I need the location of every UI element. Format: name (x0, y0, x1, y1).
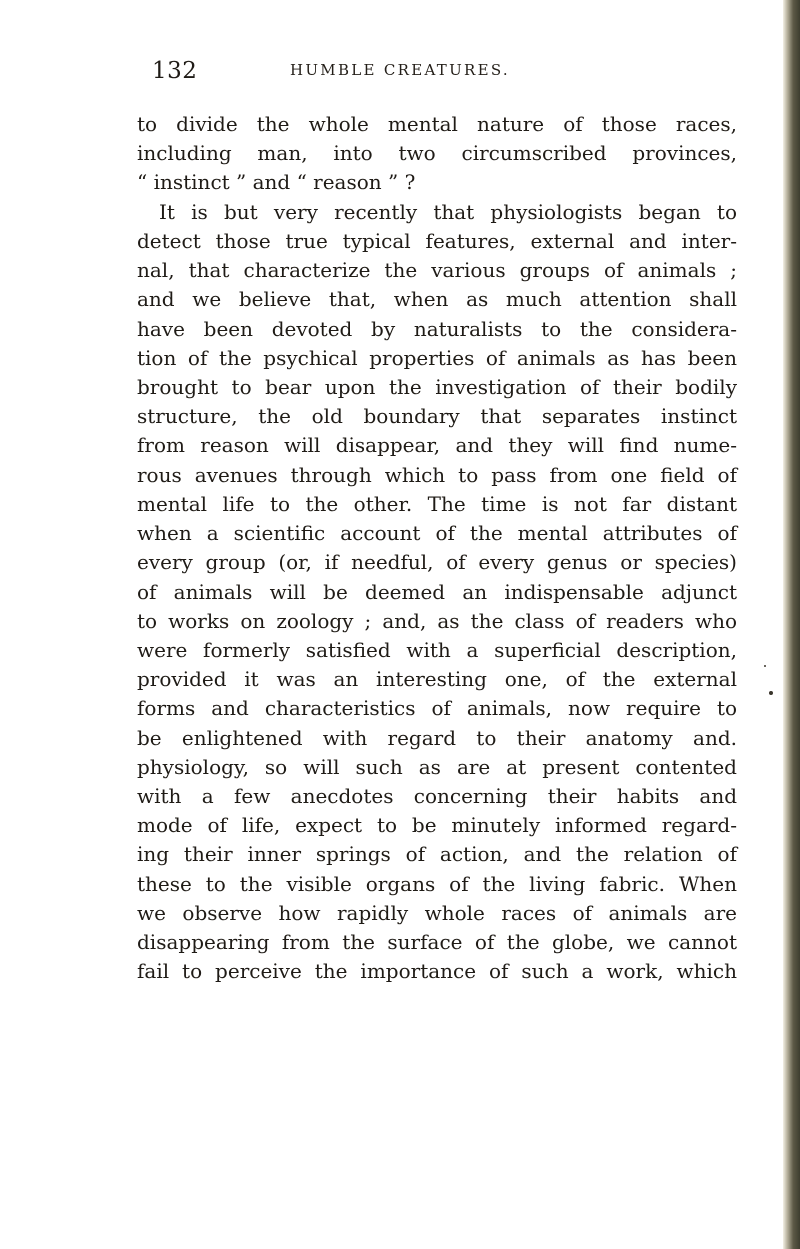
page-number: 132 (152, 58, 198, 84)
text-line: fail to perceive the importance of such a work, which (137, 959, 737, 984)
text-line: when a scientific account of the mental attributes of (137, 521, 737, 546)
text-line: brought to bear upon the investigation of their bodily (137, 374, 737, 399)
text-line: disappearing from the surface of the globe, we cannot (137, 930, 737, 955)
text-line: physiology, so will such as are at present contented (137, 754, 737, 779)
text-line: mental life to the other. The time is not far distant (137, 491, 737, 516)
page-edge-shadow (783, 0, 800, 1249)
text-line: provided it was an interesting one, of the external (137, 667, 737, 692)
paragraph-start-line: It is but very recently that physiologists began to (159, 199, 737, 224)
text-line: nal, that characterize the various groups of animals ; (137, 258, 737, 283)
text-line: rous avenues through which to pass from one field of (137, 462, 737, 487)
ink-speck (764, 665, 766, 667)
text-line: were formerly satisfied with a superficial description, (137, 637, 737, 662)
text-line: “ instinct ” and “ reason ” ? (137, 170, 416, 195)
text-line: including man, into two circumscribed provinces, (137, 141, 737, 166)
text-line: and we believe that, when as much attention shall (137, 287, 737, 312)
text-line: be enlightened with regard to their anatomy and. (137, 725, 737, 750)
text-line: every group (or, if needful, of every genus or species) (137, 550, 737, 575)
text-line: to divide the whole mental nature of those races, (137, 112, 737, 136)
text-line: with a few anecdotes concerning their habits and (137, 784, 737, 809)
text-line: detect those true typical features, external and inter- (137, 228, 737, 253)
text-line: we observe how rapidly whole races of animals are (137, 900, 737, 925)
text-line: ing their inner springs of action, and the relation of (137, 842, 737, 867)
text-line: structure, the old boundary that separates instinct (137, 404, 737, 429)
text-line: tion of the psychical properties of animals as has been (137, 345, 737, 370)
text-line: mode of life, expect to be minutely informed regard- (137, 813, 737, 838)
text-line: of animals will be deemed an indispensable adjunct (137, 579, 737, 604)
ink-speck (769, 691, 773, 695)
text-line: to works on zoology ; and, as the class of readers who (137, 608, 737, 633)
text-line: these to the visible organs of the living fabric. When (137, 871, 737, 896)
text-line: from reason will disappear, and they will find nume- (137, 433, 737, 458)
body-text (137, 110, 737, 987)
text-line: forms and characteristics of animals, now require to (137, 696, 737, 721)
running-title: HUMBLE CREATURES. (289, 61, 510, 79)
text-line: have been devoted by naturalists to the considera- (137, 316, 737, 341)
